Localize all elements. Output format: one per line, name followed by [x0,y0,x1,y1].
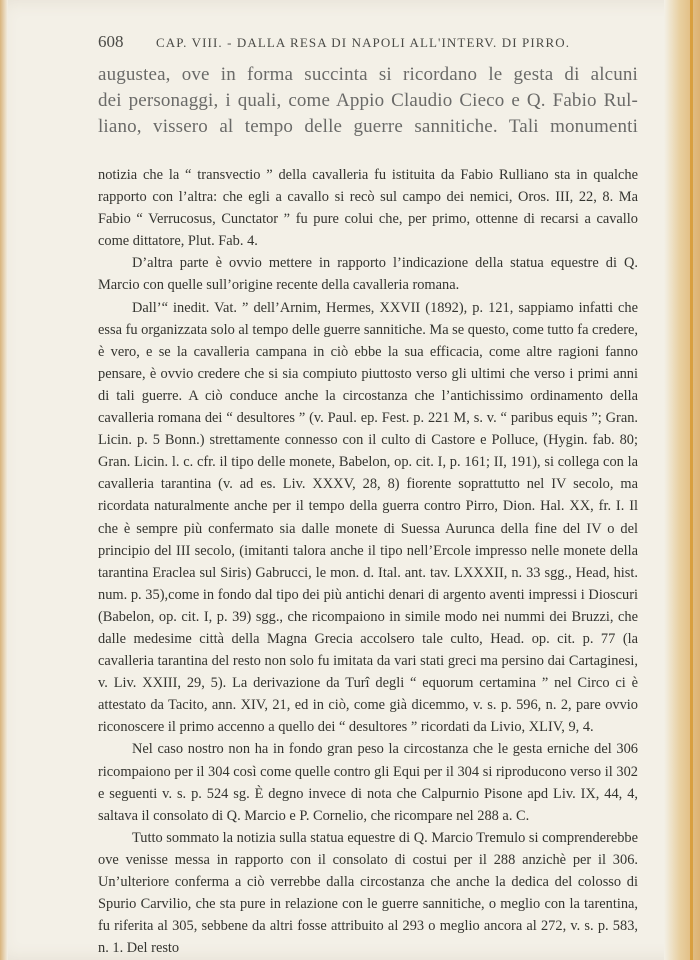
main-text [98,62,638,140]
page-right-edge [664,0,700,960]
footnote-paragraph: Dall’“ inedit. Vat. ” dell’Arnim, Hermes, XXVII (1892), p. 121, sappiamo infatti che essa fu organizzata solo al tempo delle guerre sannitiche. Ma se questo, come tutto fa credere, è vero, e se la cavalleria campana in ciò ebbe la sua efficacia, come altre ragioni fanno pensare, è ovvio credere che si sia compiuto piuttosto verso gli ultimi che verso i primi anni di tali guerre. A ciò conduce anche la circostanza che l’antichissimo ordinamento della cavalleria romana dei “ desultores ” (v. Paul. ep. Fest. p. 221 M, s. v. “ paribus equis ”; Gran. Licin. p. 5 Bonn.) strettamente connesso con il culto di Castore e Polluce, (Hygin. fab. 80; Gran. Licin. l. c. cfr. il tipo delle monete, Babelon, op. cit. I, p. 161; II, 191), si collega con la cavalleria tarantina (v. ad es. Liv. XXXV, 28, 8) fiorente soprattutto nel IV secolo, ma ricordata naturalmente anche per il tempo della guerra contro Pirro, Dion. Hal. XX, fr. I. Il che è sempre più confermato sia dalle monete di Suessa Aurunca della fine del IV o del principio del III secolo, (imitanti talora anche il tipo nell’Ercole impresso nelle monete della tarantina Eraclea sul Siris) Gabrucci, le mon. d. Ital. ant. tav. LXXXII, n. 33 sgg., Head, hist. num. p. 35),come in fondo dal tipo dei più antichi denari di argento aventi impressi i Dioscuri (Babelon, op. cit. I, p. 39) sgg., che ricompaiono in simile modo nei nummi dei Bruzzi, che dalle medesime città della Magna Grecia accolsero tale culto, Head. op. cit. p. 77 (la cavalleria tarantina del resto non solo fu imitata da vari stati greci ma persino dai Cartaginesi, v. Liv. XXIII, 29, 5). La derivazione da Turî degli “ equorum certamina ” nel Circo ci è attestato da Tacito, ann. XIV, 21, ed in ciò, come già dicemmo, v. s. p. 596, n. 2, pare ovvio riconoscere il primo accenno a quello dei “ desultores ” ricordati da Livio, XLIV, 9, 4. [98,299,638,736]
footnote [98,164,638,959]
footnote-paragraph: Nel caso nostro non ha in fondo gran peso la circostanza che le gesta erniche del 306 ricompaiono per il 304 così come quelle contro gli Equi per il 304 si riproducono verso il 302 e seguenti v. s. p. 524 sg. È degno invece di nota che Calpurnio Pisone apd Liv. IX, 44, 4, saltava il consolato di Q. Marcio e P. Cornelio, che ricompare nel 288 a. C. [98,741,638,824]
running-title: CAP. VIII. - DALLA RESA DI NAPOLI ALL'INTERV. DI PIRRO. [156,35,571,50]
footnote-paragraph: D’altra parte è ovvio mettere in rapporto l’indicazione della statua equestre di Q. Marcio con quelle sull’origine recente della cavalleria romana. [98,255,638,294]
footnote-paragraph: Tutto sommato la notizia sulla statua equestre di Q. Marcio Tremulo si comprenderebbe ove venisse messa in rapporto con il consolato di costui per il 288 anzichè per il 306. Un’ulteriore conferma a ciò verrebbe dalla circostanza che anche la dedica del colosso di Spurio Carvilio, che sta pure in relazione con le guerre sannitiche, o meglio con la tarentina, fu riferita al 305, sebbene da altri fosse attribuito al 293 o meglio ancora al 272, v. s. p. 583, n. 1. Del resto [98,829,638,957]
page-header [98,32,638,54]
page-left-edge [0,0,8,960]
main-text-line: liano, vissero al tempo delle guerre sannitiche. Tali monumenti [98,116,638,137]
main-text-line: augustea, ove in forma succinta si ricordano le gesta di alcuni [98,64,638,85]
main-text-line: dei personaggi, i quali, come Appio Claudio Cieco e Q. Fabio Rul- [98,90,638,111]
footnote-paragraph: notizia che la “ transvectio ” della cavalleria fu istituita da Fabio Rulliano sta in qualche rapporto con l’altra: che egli a cavallo si recò sul campo dei nemici, Oros. III, 22, 8. Ma Fabio “ Verrucosus, Cunctator ” fu pure colui che, per primo, ottenne di recarsi a cavallo come dittatore, Plut. Fab. 4. [98,167,638,250]
page-number: 608 [98,32,124,51]
